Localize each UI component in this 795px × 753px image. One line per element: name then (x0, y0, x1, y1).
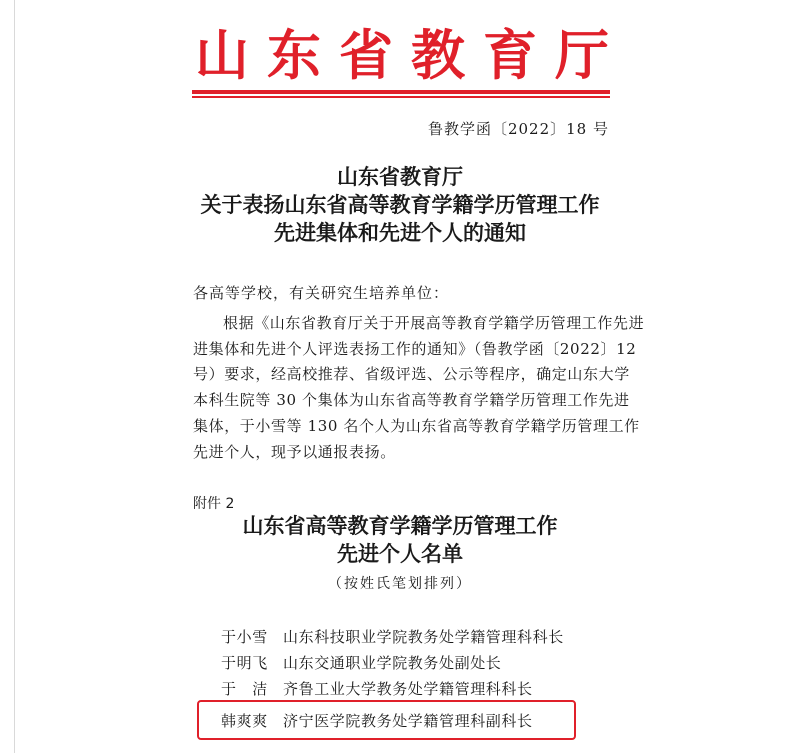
person-name: 于明飞 (221, 654, 268, 672)
masthead-rule-thick (192, 90, 610, 94)
notice-title-line: 山东省教育厅 (337, 164, 463, 189)
notice-body (193, 311, 645, 465)
list-subtitle: （按姓氏笔划排列） (328, 576, 472, 592)
body-line: 号）要求，经高校推荐、省级评选、公示等程序，确定山东大学 (193, 365, 630, 384)
person-unit: 山东交通职业学院教务处副处长 (283, 654, 502, 672)
list-item (221, 678, 533, 699)
list-title-line: 山东省高等教育学籍学历管理工作 (242, 513, 558, 538)
list-title (195, 512, 605, 568)
body-line: 先进个人，现予以通报表扬。 (193, 442, 396, 461)
page-edge-line (14, 0, 15, 753)
person-unit: 济宁医学院教务处学籍管理科副科长 (283, 712, 533, 730)
masthead-rule-thin (192, 96, 610, 98)
body-line: 根据《山东省教育厅关于开展高等教育学籍学历管理工作先进 (223, 314, 645, 332)
highlight-box (197, 700, 576, 740)
notice-title (195, 163, 605, 247)
notice-title-line: 先进集体和先进个人的通知 (274, 220, 526, 245)
person-unit: 山东科技职业学院教务处学籍管理科科长 (283, 628, 564, 646)
list-title-line: 先进个人名单 (337, 541, 463, 566)
body-line: 进集体和先进个人评选表扬工作的通知》（鲁教学函〔2022〕12 (193, 339, 637, 358)
notice-title-line: 关于表扬山东省高等教育学籍学历管理工作 (200, 192, 600, 217)
person-unit: 齐鲁工业大学教务处学籍管理科科长 (283, 680, 533, 698)
person-name: 于小雪 (221, 628, 268, 646)
masthead-title: 山东省教育厅 (195, 24, 627, 87)
list-item (221, 652, 501, 673)
person-name: 于 洁 (221, 680, 268, 698)
attachment-label: 附件 2 (193, 496, 235, 512)
list-item (221, 626, 564, 647)
person-name: 韩爽爽 (221, 712, 268, 730)
body-line: 本科生院等 30 个集体为山东省高等教育学籍学历管理工作先进 (193, 391, 630, 410)
body-line: 集体，于小雪等 130 名个人为山东省高等教育学籍学历管理工作 (193, 416, 640, 435)
document-number: 鲁教学函〔2022〕18 号 (427, 120, 609, 138)
salutation: 各高等学校，有关研究生培养单位： (193, 284, 450, 302)
